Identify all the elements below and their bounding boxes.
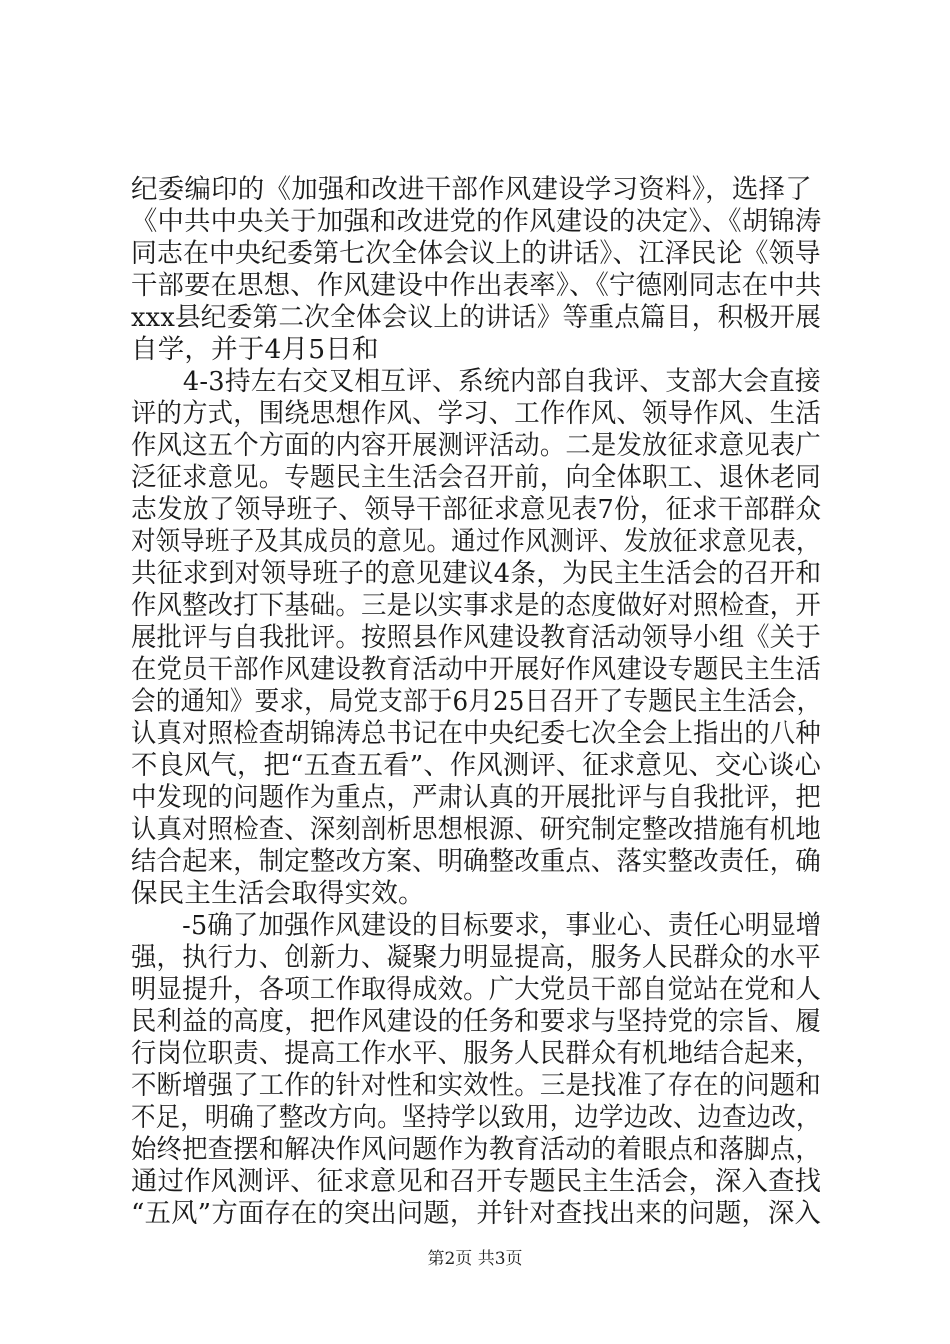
- page-number-footer: 第2页 共3页: [427, 1249, 523, 1269]
- body-line: 认真对照检查胡锦涛总书记在中央纪委七次全会上指出的八种: [131, 718, 821, 749]
- paragraph-start-line: -5确了加强作风建设的目标要求，事业心、责任心明显增: [131, 910, 822, 941]
- body-line: 不足，明确了整改方向。坚持学以致用，边学边改、边查边改，: [131, 1102, 821, 1133]
- body-line: 会的通知》要求，局党支部于6月25日召开了专题民主生活会，: [131, 686, 822, 717]
- body-line: 保民主生活会取得实效。: [131, 878, 425, 909]
- body-line: 明显提升，各项工作取得成效。广大党员干部自觉站在党和人: [131, 974, 821, 1005]
- body-line: 对领导班子及其成员的意见。通过作风测评、发放征求意见表，: [131, 526, 821, 557]
- paragraph-start-line: 4-3持左右交叉相互评、系统内部自我评、支部大会直接: [131, 366, 821, 397]
- body-line: 结合起来，制定整改方案、明确整改重点、落实整改责任，确: [131, 846, 821, 877]
- body-line: 展批评与自我批评。按照县作风建设教育活动领导小组《关于: [131, 622, 821, 653]
- body-line: 始终把查摆和解决作风问题作为教育活动的着眼点和落脚点，: [131, 1134, 821, 1165]
- body-line: 干部要在思想、作风建设中作出表率》、《宁德刚同志在中共: [131, 270, 822, 301]
- body-line: 不断增强了工作的针对性和实效性。三是找准了存在的问题和: [131, 1070, 821, 1101]
- body-line: 认真对照检查、深刻剖析思想根源、研究制定整改措施有机地: [131, 814, 821, 845]
- body-line: 行岗位职责、提高工作水平、服务人民群众有机地结合起来，: [131, 1038, 821, 1069]
- body-line: 在党员干部作风建设教育活动中开展好作风建设专题民主生活: [131, 654, 821, 685]
- body-line: 作风这五个方面的内容开展测评活动。二是发放征求意见表广: [131, 430, 821, 461]
- body-line: 评的方式，围绕思想作风、学习、工作作风、领导作风、生活: [131, 398, 821, 429]
- body-line: 共征求到对领导班子的意见建议4条，为民主生活会的召开和: [131, 558, 822, 589]
- body-line: 不良风气，把“五查五看”、作风测评、征求意见、交心谈心: [131, 750, 821, 781]
- body-line: 通过作风测评、征求意见和召开专题民主生活会，深入查找: [131, 1166, 822, 1197]
- body-line: “五风”方面存在的突出问题，并针对查找出来的问题，深入: [131, 1198, 821, 1229]
- body-line: 民利益的高度，把作风建设的任务和要求与坚持党的宗旨、履: [131, 1006, 821, 1037]
- body-line: 纪委编印的《加强和改进干部作风建设学习资料》，选择了: [131, 174, 812, 205]
- body-line: 泛征求意见。专题民主生活会召开前，向全体职工、退休老同: [131, 462, 821, 493]
- body-line: 同志在中央纪委第七次全体会议上的讲话》、江泽民论《领导: [131, 238, 821, 269]
- body-line: 中发现的问题作为重点，严肃认真的开展批评与自我批评，把: [131, 782, 821, 813]
- body-line: 自学，并于4月5日和: [131, 334, 379, 365]
- body-line: xxx县纪委第二次全体会议上的讲话》等重点篇目，积极开展: [131, 302, 821, 333]
- body-line: 强，执行力、创新力、凝聚力明显提高，服务人民群众的水平: [131, 942, 821, 973]
- body-line: 《中共中央关于加强和改进党的作风建设的决定》、《胡锦涛: [131, 206, 822, 237]
- body-line: 作风整改打下基础。三是以实事求是的态度做好对照检查，开: [131, 590, 821, 621]
- body-line: 志发放了领导班子、领导干部征求意见表7份，征求干部群众: [131, 494, 822, 525]
